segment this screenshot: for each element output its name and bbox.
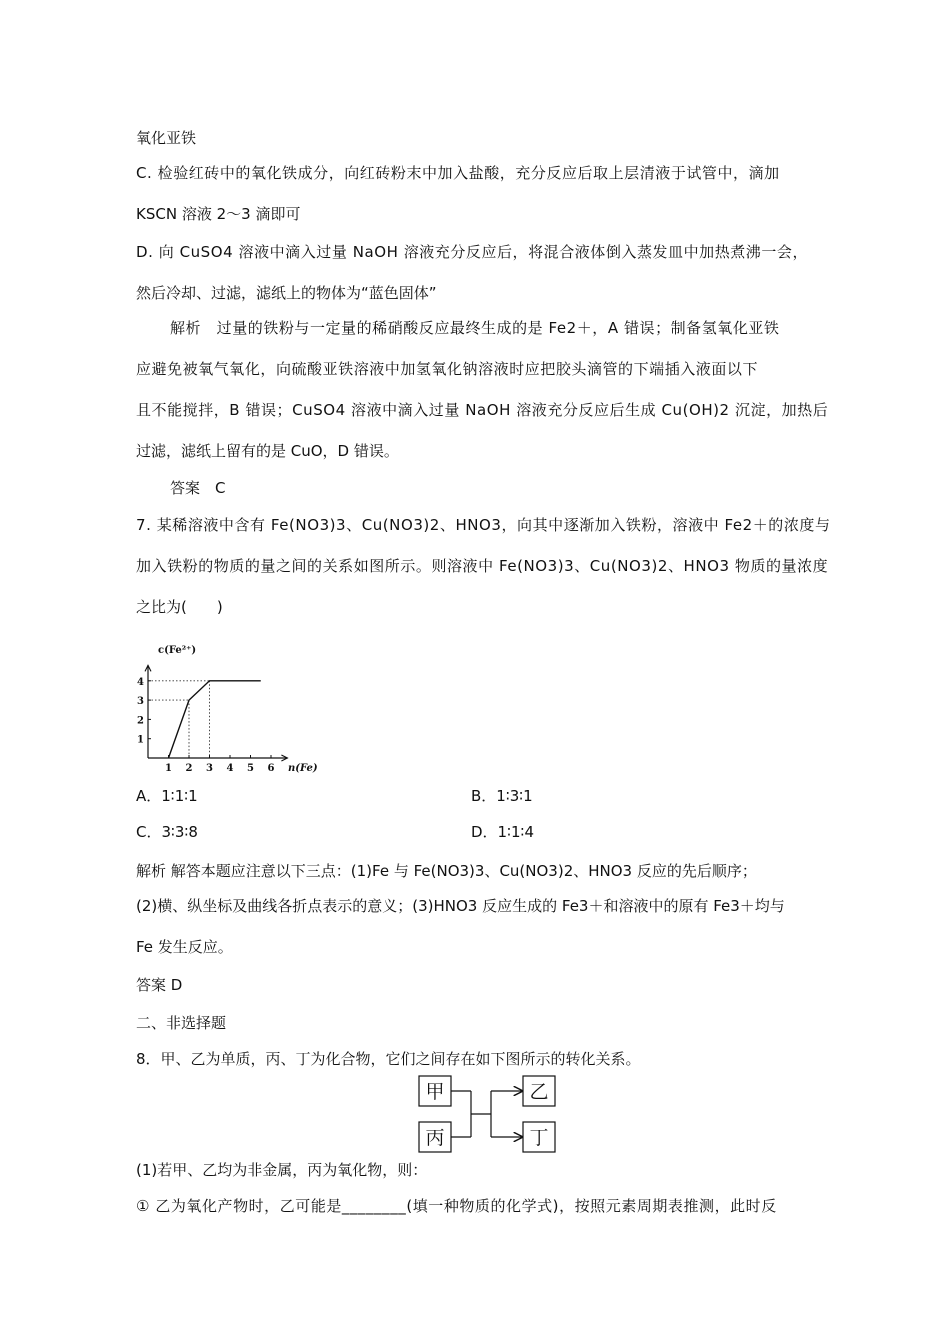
option-c-text: C. 检验红砖中的氧化铁成分，向红砖粉末中加入盐酸，充分反应后取上层清液于试管中，滴加 bbox=[136, 164, 780, 182]
y-tick-label: 2 bbox=[137, 715, 144, 727]
analysis-line: 解析 过量的铁粉与一定量的稀硝酸反应最终生成的是 Fe2＋，A 错误；制备氢氧化亚铁 bbox=[170, 319, 780, 337]
graph-series bbox=[169, 681, 261, 758]
y-axis-label: c(Fe²⁺) bbox=[158, 645, 197, 656]
x-tick-label: 6 bbox=[267, 763, 275, 774]
box-bing-label: 丙 bbox=[425, 1127, 445, 1149]
option-d-text-cont: 然后冷却、过滤，滤纸上的物体为“蓝色固体” bbox=[136, 284, 437, 302]
analysis-line: 过滤，滤纸上留有的是 CuO，D 错误。 bbox=[136, 442, 399, 460]
answer-line: 答案 D bbox=[136, 976, 183, 994]
fe2-concentration-graph bbox=[136, 635, 336, 775]
question-7-text: 7. 某稀溶液中含有 Fe(NO3)3、Cu(NO3)2、HNO3，向其中逐渐加入铁粉，溶液中 Fe2＋的浓度与 bbox=[136, 516, 831, 534]
option-c: C．3∶3∶8 bbox=[136, 823, 198, 841]
analysis-line: 解析 解答本题应注意以下三点：(1)Fe 与 Fe(NO3)3、Cu(NO3)2、HNO3 反应的先后顺序； bbox=[136, 862, 757, 880]
y-tick-label: 1 bbox=[137, 734, 144, 746]
x-tick-label: 3 bbox=[206, 763, 213, 774]
y-tick-label: 3 bbox=[137, 696, 144, 708]
graph-axes bbox=[145, 665, 287, 761]
analysis-line: Fe 发生反应。 bbox=[136, 938, 233, 956]
x-tick-label: 2 bbox=[185, 763, 193, 774]
x-tick-label: 4 bbox=[226, 763, 234, 774]
option-d-text: D. 向 CuSO4 溶液中滴入过量 NaOH 溶液充分反应后，将混合液体倒入蒸发皿中加热煮沸一会， bbox=[136, 243, 809, 261]
connector-lines bbox=[451, 1091, 522, 1137]
transformation-diagram bbox=[405, 1070, 565, 1156]
question-8-text: 8．甲、乙为单质，丙、丁为化合物，它们之间存在如下图所示的转化关系。 bbox=[136, 1050, 641, 1068]
y-tick-label: 4 bbox=[137, 676, 144, 688]
box-yi-label: 乙 bbox=[529, 1081, 549, 1103]
question-8-part-1-item: ① 乙为氧化产物时，乙可能是________(填一种物质的化学式)，按照元素周期表推测，此时反 bbox=[136, 1197, 777, 1215]
question-7-text: 加入铁粉的物质的量之间的关系如图所示。则溶液中 Fe(NO3)3、Cu(NO3)2、HNO3 物质的量浓度 bbox=[136, 557, 829, 575]
section-heading: 二、非选择题 bbox=[136, 1014, 227, 1032]
x-tick-label: 1 bbox=[165, 763, 172, 774]
graph-ticks bbox=[137, 677, 274, 774]
x-tick-label: 5 bbox=[247, 763, 254, 774]
text-line: 氧化亚铁 bbox=[136, 129, 197, 147]
series-line bbox=[169, 681, 261, 758]
option-c-text-cont: KSCN 溶液 2～3 滴即可 bbox=[136, 205, 301, 223]
graph-guides bbox=[148, 681, 210, 758]
answer-line: 答案 C bbox=[170, 479, 226, 497]
x-axis-label: n(Fe) bbox=[288, 763, 318, 774]
box-jia-label: 甲 bbox=[425, 1081, 445, 1103]
question-8-part-1: (1)若甲、乙均为非金属，丙为氧化物，则： bbox=[136, 1161, 428, 1179]
question-7-text: 之比为( ) bbox=[136, 598, 223, 616]
box-ding-label: 丁 bbox=[529, 1127, 549, 1149]
option-d: D．1∶1∶4 bbox=[471, 823, 534, 841]
analysis-line: 且不能搅拌，B 错误；CuSO4 溶液中滴入过量 NaOH 溶液充分反应后生成 Cu(OH)2 沉淀，加热后 bbox=[136, 401, 829, 419]
analysis-line: 应避免被氧气氧化，向硫酸亚铁溶液中加氢氧化钠溶液时应把胶头滴管的下端插入液面以下 bbox=[136, 360, 759, 378]
option-a: A．1∶1∶1 bbox=[136, 787, 198, 805]
analysis-line: (2)横、纵坐标及曲线各折点表示的意义；(3)HNO3 反应生成的 Fe3＋和溶液中的原有 Fe3＋均与 bbox=[136, 897, 785, 915]
option-b: B．1∶3∶1 bbox=[471, 787, 533, 805]
